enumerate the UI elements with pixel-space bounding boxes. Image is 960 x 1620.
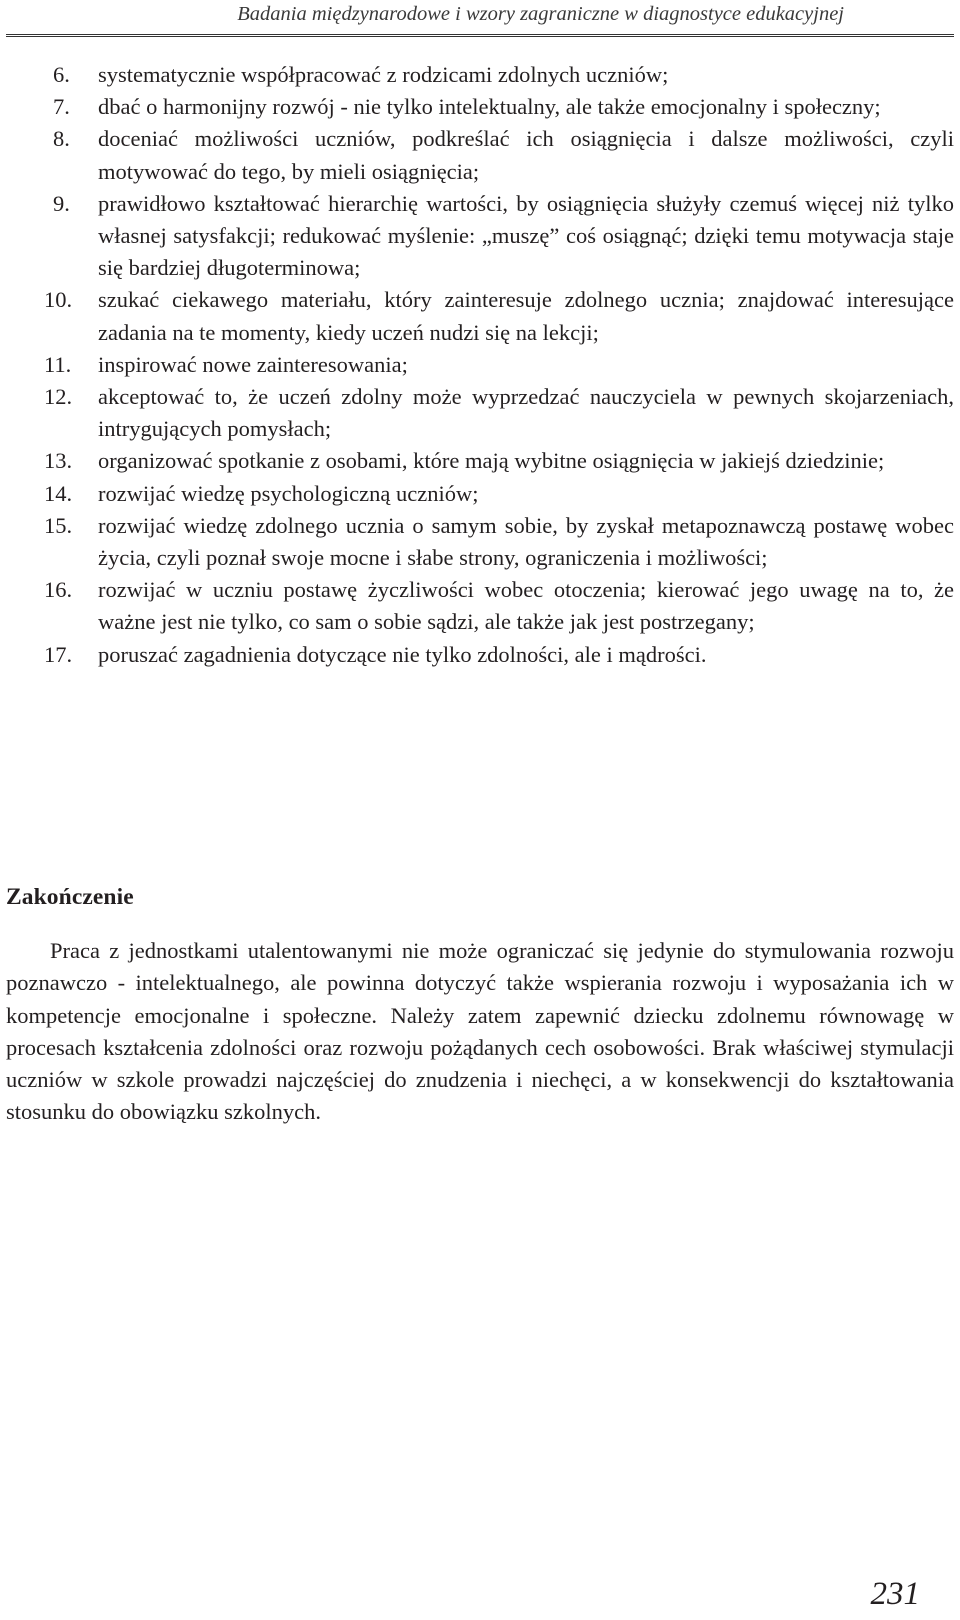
list-item (0, 510, 954, 574)
list-item (0, 381, 954, 445)
list-item (0, 123, 954, 187)
list-item-number: 9. (53, 190, 70, 216)
list-item-number: 14. (44, 480, 73, 506)
list-item (0, 349, 954, 381)
list-item-text: rozwijać wiedzę zdolnego ucznia o samym sobie, by zyskał metapoznawczą postawę wobec życia, czyli poznał swoje mocne i słabe strony, ograniczenia i możliwości; (98, 512, 954, 571)
list-item (0, 284, 954, 348)
list-item-number: 7. (53, 94, 70, 120)
list-item-number: 17. (44, 641, 73, 667)
list-item (0, 188, 954, 285)
list-item (0, 574, 954, 638)
list-item-text: rozwijać w uczniu postawę życzliwości wobec otoczenia; kierować jego uwagę na to, że ważne jest nie tylko, co sam o sobie sądzi, ale także jak jest postrzegany; (98, 577, 954, 635)
running-header-title: Badania międzynarodowe i wzory zagraniczne w diagnostyce edukacyjnej (237, 3, 844, 25)
list-item (0, 639, 954, 671)
list-item-number: 13. (44, 448, 73, 474)
list-item-number: 11. (44, 351, 72, 377)
list-item-text: systematycznie współpracować z rodzicami zdolnych uczniów; (98, 62, 669, 87)
list-item-text: szukać ciekawego materiału, który zainteresuje zdolnego ucznia; znajdować interesujące zadania na te momenty, kiedy uczeń nudzi się na lekcji; (98, 287, 954, 345)
page-number: 231 (870, 1576, 920, 1612)
list-item (0, 445, 954, 477)
header-double-rule (6, 34, 954, 37)
running-header (0, 0, 960, 40)
list-item (0, 91, 954, 123)
list-item-number: 8. (53, 126, 70, 152)
list-item-text: rozwijać wiedzę psychologiczną uczniów; (98, 480, 479, 506)
list-item-text: prawidłowo kształtować hierarchię wartości, by osiągnięcia służyły czemuś więcej niż tylko własnej satysfakcji; redukować myślenie: „muszę” coś osiągnąć; dzięki temu motywacja staje się bardziej długoterminowa; (98, 190, 954, 281)
list-item-text: poruszać zagadnienia dotyczące nie tylko zdolności, ale i mądrości. (98, 641, 707, 667)
list-item (0, 59, 954, 91)
list-item-number: 6. (53, 62, 70, 87)
list-item-text: doceniać możliwości uczniów, podkreślać ich osiągnięcia i dalsze możliwości, czyli motywować do tego, by mieli osiągnięcia; (98, 126, 954, 184)
numbered-list (0, 59, 960, 671)
list-item-number: 15. (44, 512, 73, 538)
body-paragraph: Praca z jednostkami utalentowanymi nie może ograniczać się jedynie do stymulowania rozwoju poznawczo - intelektualnego, ale powinna dotyczyć także wspierania rozwoju i wyposażania ich w kompetencje emocjonalne i społeczne. Należy zatem zapewnić dziecku zdolnemu równowagę w procesach kształcenia zdolności oraz rozwoju pożądanych cech osobowości. Brak właściwej stymulacji uczniów w szkole prowadzi najczęściej do znudzenia i niechęci, a w konsekwencji do kształtowania stosunku do obowiązku szkolnych. (6, 938, 954, 1125)
list-item-number: 12. (44, 384, 73, 410)
list-item-text: akceptować to, że uczeń zdolny może wyprzedzać nauczyciela w pewnych skojarzeniach, intrygujących pomysłach; (98, 384, 954, 442)
list-item-text: inspirować nowe zainteresowania; (98, 351, 408, 377)
list-item-text: dbać o harmonijny rozwój - nie tylko intelektualny, ale także emocjonalny i społeczny; (98, 94, 881, 120)
list-item (0, 478, 954, 510)
section-heading: Zakończenie (6, 884, 134, 910)
list-item-text: organizować spotkanie z osobami, które mają wybitne osiągnięcia w jakiejś dziedzinie; (98, 448, 885, 474)
list-item-number: 10. (44, 287, 73, 313)
list-item-number: 16. (44, 577, 73, 603)
